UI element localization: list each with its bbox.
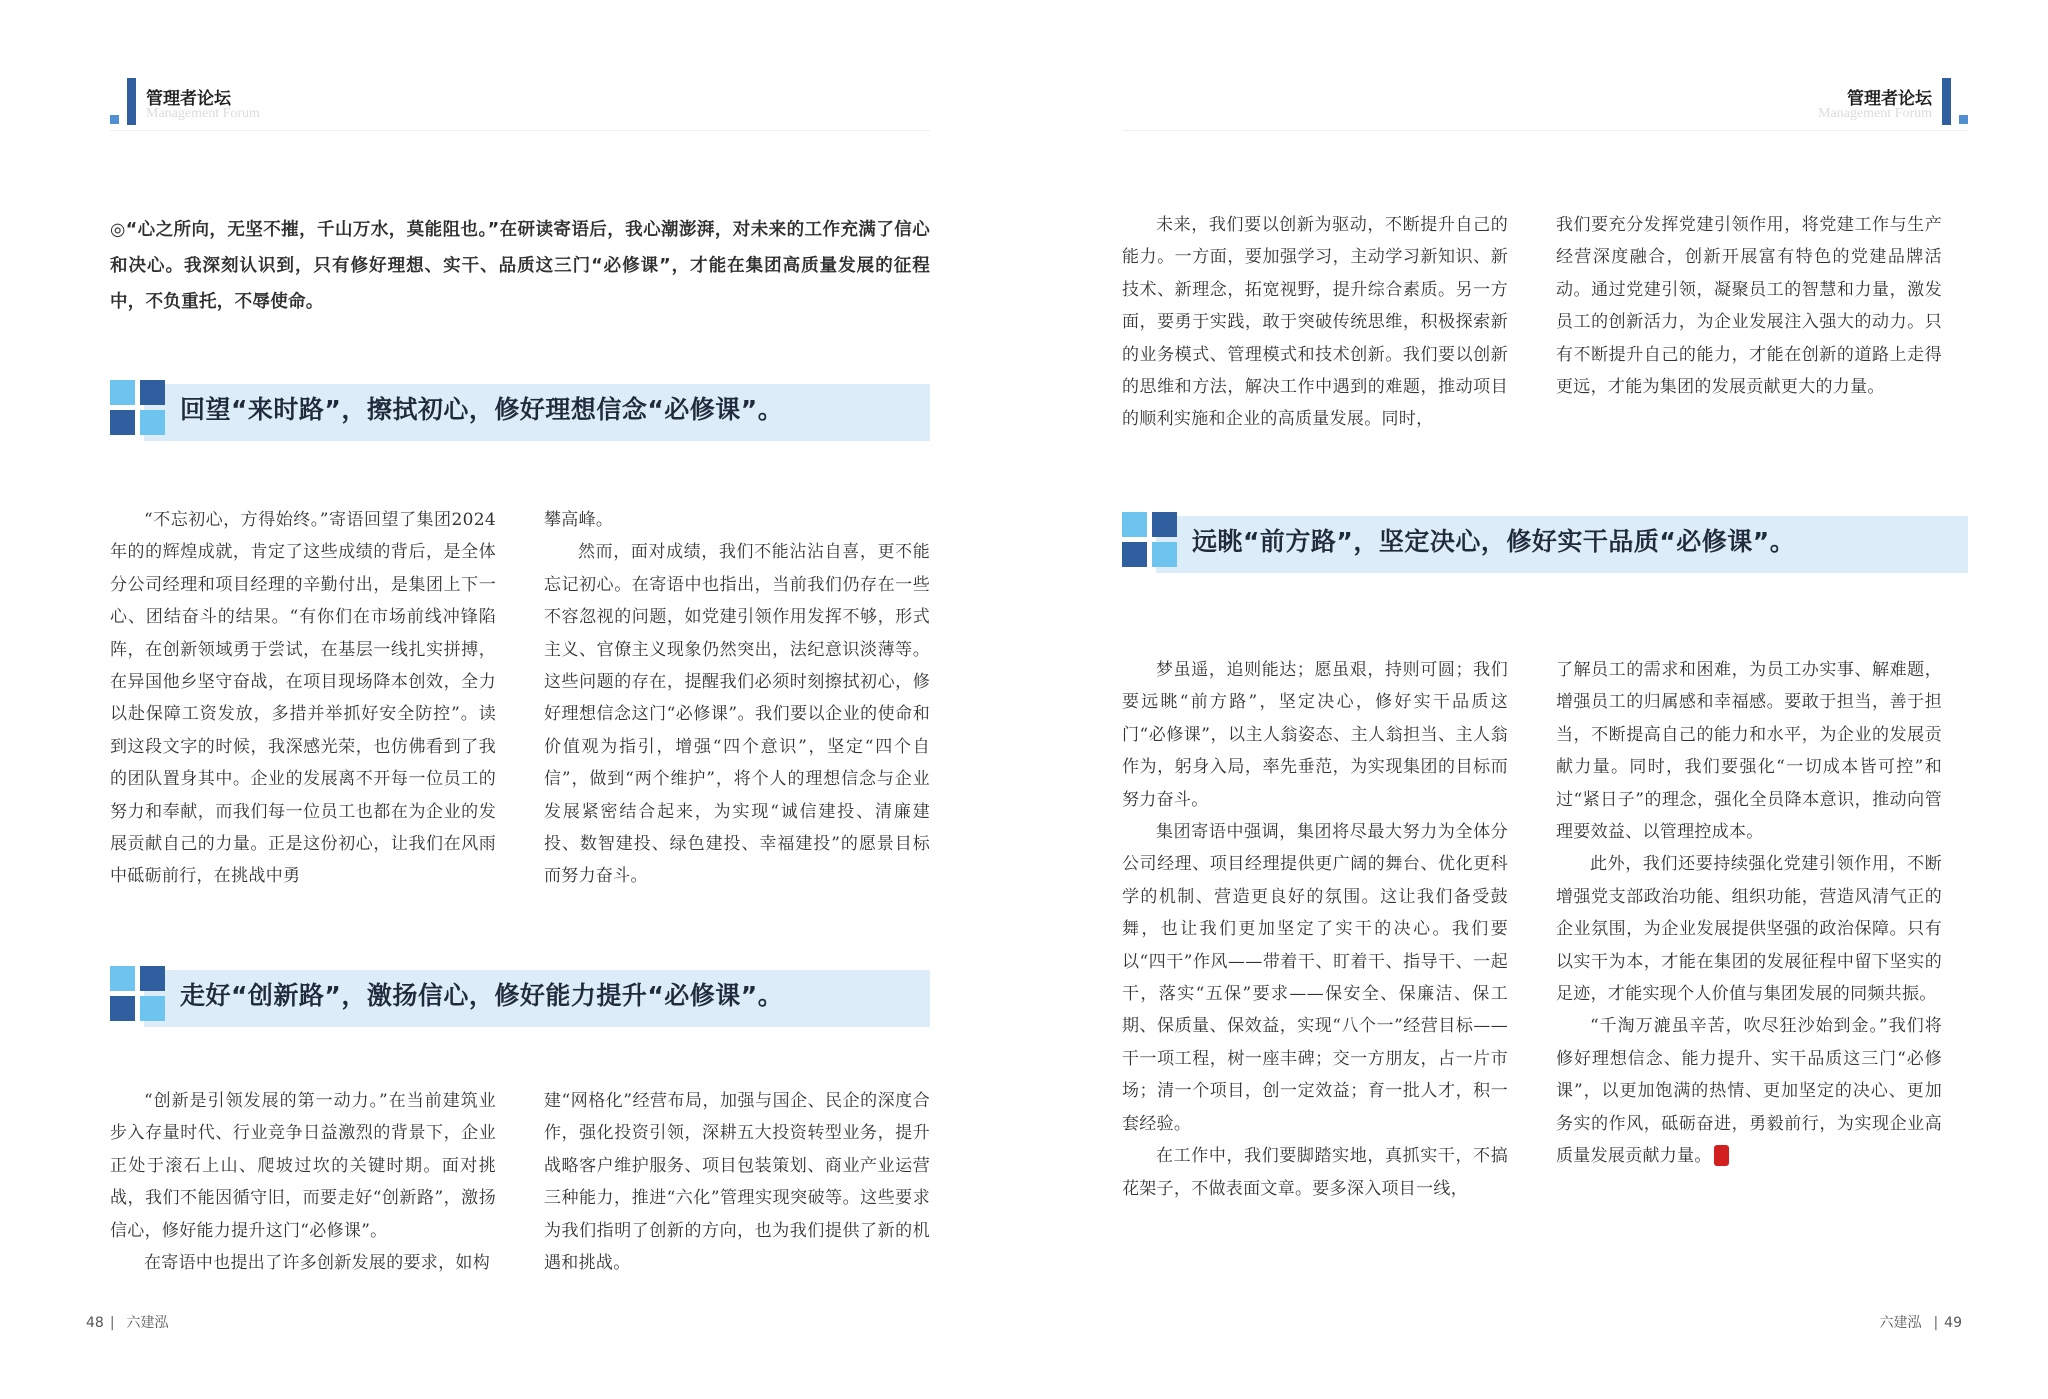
section2-column-1: [110, 1085, 496, 1279]
paragraph: 集团寄语中强调，集团将尽最大努力为全体分公司经理、项目经理提供更广阔的舞台、优化更科学的机制、营造更良好的氛围。这让我们备受鼓舞，也让我们更加坚定了实干的决心。我们要以“四干”作风——带着干、盯着干、指导干、一起干，落实“五保”要求——保安全、保廉洁、保工期、保质量、保效益，实现“八个一”经营目标——干一项工程，树一座丰碑；交一方朋友，占一片市场；清一个项目，创一定效益；育一批人才，积一套经验。: [1122, 822, 1508, 1134]
paragraph: “创新是引领发展的第一动力。”在当前建筑业步入存量时代、行业竞争日益激烈的背景下，企业正处于滚石上山、爬坡过坎的关键时期。面对挑战，我们不能因循守旧，而要走好“创新路”，激扬信心，修好能力提升这门“必修课”。: [110, 1091, 496, 1241]
paragraph: 梦虽遥，追则能达；愿虽艰，持则可圆；我们要远眺“前方路”，坚定决心，修好实干品质这门“必修课”，以主人翁姿态、主人翁担当、主人翁作为，躬身入局，率先垂范，为实现集团的目标而努力奋斗。: [1122, 660, 1508, 810]
section-heading-text: 远眺“前方路”，坚定决心，修好实干品质“必修课”。: [1192, 527, 1796, 556]
top-column-2: [1556, 209, 1942, 403]
page-footer: 48 | 六建泓: [86, 1315, 169, 1331]
heading-square-icon: [140, 966, 165, 991]
right-page: [1024, 0, 2048, 1399]
heading-square-icon: [140, 996, 165, 1021]
section-heading-text: 回望“来时路”，擦拭初心，修好理想信念“必修课”。: [180, 395, 784, 424]
header-subtitle: Management Forum: [146, 106, 260, 121]
header-accent-small: [110, 115, 119, 124]
section3-column-2: [1556, 654, 1942, 1173]
page-number: 49: [1944, 1315, 1962, 1331]
top-column-1: [1122, 209, 1508, 436]
section3-column-1: [1122, 654, 1508, 1205]
heading-square-icon: [110, 996, 135, 1021]
heading-square-icon: [1122, 512, 1147, 537]
page-header: [1668, 76, 1968, 126]
section1-column-2: [544, 504, 930, 893]
section-heading-2: [110, 966, 930, 1026]
magazine-name: 六建泓: [1879, 1315, 1922, 1331]
header-accent-small: [1959, 115, 1968, 124]
header-divider: [110, 130, 930, 131]
paragraph-continued: 了解员工的需求和困难，为员工办实事、解难题，增强员工的归属感和幸福感。要敢于担当，善于担当，不断提高自己的能力和水平，为企业的发展贡献力量。同时，我们要强化“一切成本皆可控”和过“紧日子”的理念，强化全员降本意识，推动向管理要效益、以管理控成本。: [1556, 660, 1942, 843]
section1-column-1: [110, 504, 496, 893]
paragraph-continued: 我们要充分发挥党建引领作用，将党建工作与生产经营深度融合，创新开展富有特色的党建品牌活动。通过党建引领，凝聚员工的智慧和力量，激发员工的创新活力，为企业发展注入强大的动力。只有不断提升自己的能力，才能在创新的道路上走得更远，才能为集团的发展贡献更大的力量。: [1556, 215, 1942, 398]
paragraph: [1556, 1010, 1942, 1172]
page-header: [110, 76, 410, 126]
heading-square-icon: [140, 380, 165, 405]
paragraph: 然而，面对成绩，我们不能沾沾自喜，更不能忘记初心。在寄语中也指出，当前我们仍存在一些不容忽视的问题，如党建引领作用发挥不够，形式主义、官僚主义现象仍然突出，法纪意识淡薄等。这些问题的存在，提醒我们必须时刻擦拭初心，修好理想信念这门“必修课”。我们要以企业的使命和价值观为指引，增强“四个意识”，坚定“四个自信”，做到“两个维护”，将个人的理想信念与企业发展紧密结合起来，为实现“诚信建投、清廉建投、数智建投、绿色建投、幸福建投”的愿景目标而努力奋斗。: [544, 542, 930, 887]
heading-square-icon: [1122, 542, 1147, 567]
header-subtitle: Management Forum: [1818, 106, 1932, 121]
heading-square-icon: [110, 410, 135, 435]
heading-square-icon: [140, 410, 165, 435]
header-accent-bar: [1942, 78, 1951, 125]
section-heading-3: [1122, 512, 1968, 572]
heading-square-icon: [110, 380, 135, 405]
magazine-name: 六建泓: [126, 1315, 169, 1331]
section-heading-1: [110, 380, 930, 440]
page-number: 48: [86, 1315, 104, 1331]
paragraph: 在工作中，我们要脚踏实地，真抓实干，不搞花架子，不做表面文章。要多深入项目一线，: [1122, 1146, 1508, 1199]
section-heading-text: 走好“创新路”，激扬信心，修好能力提升“必修课”。: [180, 981, 784, 1010]
heading-square-icon: [1152, 512, 1177, 537]
paragraph: 未来，我们要以创新为驱动，不断提升自己的能力。一方面，要加强学习，主动学习新知识、新技术、新理念，拓宽视野，提升综合素质。另一方面，要勇于实践，敢于突破传统思维，积极探索新的业务模式、管理模式和技术创新。我们要以创新的思维和方法，解决工作中遇到的难题，推动项目的顺利实施和企业的高质量发展。同时，: [1122, 215, 1508, 430]
paragraph-continued: 建“网格化”经营布局，加强与国企、民企的深度合作，强化投资引领，深耕五大投资转型业务，提升战略客户维护服务、项目包装策划、商业产业运营三种能力，推进“六化”管理实现突破等。这些要求为我们指明了创新的方向，也为我们提供了新的机遇和挑战。: [544, 1091, 930, 1274]
header-accent-bar: [127, 78, 136, 125]
paragraph: “不忘初心，方得始终。”寄语回望了集团2024年的的辉煌成就，肯定了这些成绩的背后，是全体分公司经理和项目经理的辛勤付出，是集团上下一心、团结奋斗的结果。“有你们在市场前线冲锋陷阵，在创新领域勇于尝试，在基层一线扎实拼搏，在异国他乡坚守奋战，在项目现场降本创效，全力以赴保障工资发放，多措并举抓好安全防控”。读到这段文字的时候，我深感光荣，也仿佛看到了我的团队置身其中。企业的发展离不开每一位员工的努力和奉献，而我们每一位员工也都在为企业的发展贡献自己的力量。正是这份初心，让我们在风雨中砥砺前行，在挑战中勇: [110, 510, 496, 887]
paragraph: 在寄语中也提出了许多创新发展的要求，如构: [144, 1253, 490, 1274]
paragraph-continued: 攀高峰。: [544, 510, 614, 530]
header-title: 管理者论坛: [146, 89, 231, 109]
header-title: 管理者论坛: [1847, 89, 1932, 109]
header-divider: [1122, 130, 1968, 131]
intro-paragraph: ◎“心之所向，无坚不摧，千山万水，莫能阻也。”在研读寄语后，我心潮澎湃，对未来的工作充满了信心和决心。我深刻认识到，只有修好理想、实干、品质这三门“必修课”，才能在集团高质量发展的征程中，不负重托，不辱使命。: [110, 220, 930, 312]
section2-column-2: [544, 1085, 930, 1279]
heading-square-icon: [1152, 542, 1177, 567]
closing-paragraph-text: “千淘万漉虽辛苦，吹尽狂沙始到金。”我们将修好理想信念、能力提升、实干品质这三门“必修课”，以更加饱满的热情、更加坚定的决心、更加务实的作风，砥砺奋进，勇毅前行，为实现企业高质量发展贡献力量。: [1556, 1016, 1942, 1167]
paragraph: 此外，我们还要持续强化党建引领作用，不断增强党支部政治功能、组织功能，营造风清气正的企业氛围，为企业发展提供坚强的政治保障。只有以实干为本，才能在集团的发展征程中留下坚实的足迹，才能实现个人价值与集团发展的同频共振。: [1556, 854, 1942, 1005]
seal-stamp-icon: [1714, 1145, 1729, 1166]
heading-square-icon: [110, 966, 135, 991]
page-footer: 六建泓 | 49: [1879, 1315, 1962, 1331]
